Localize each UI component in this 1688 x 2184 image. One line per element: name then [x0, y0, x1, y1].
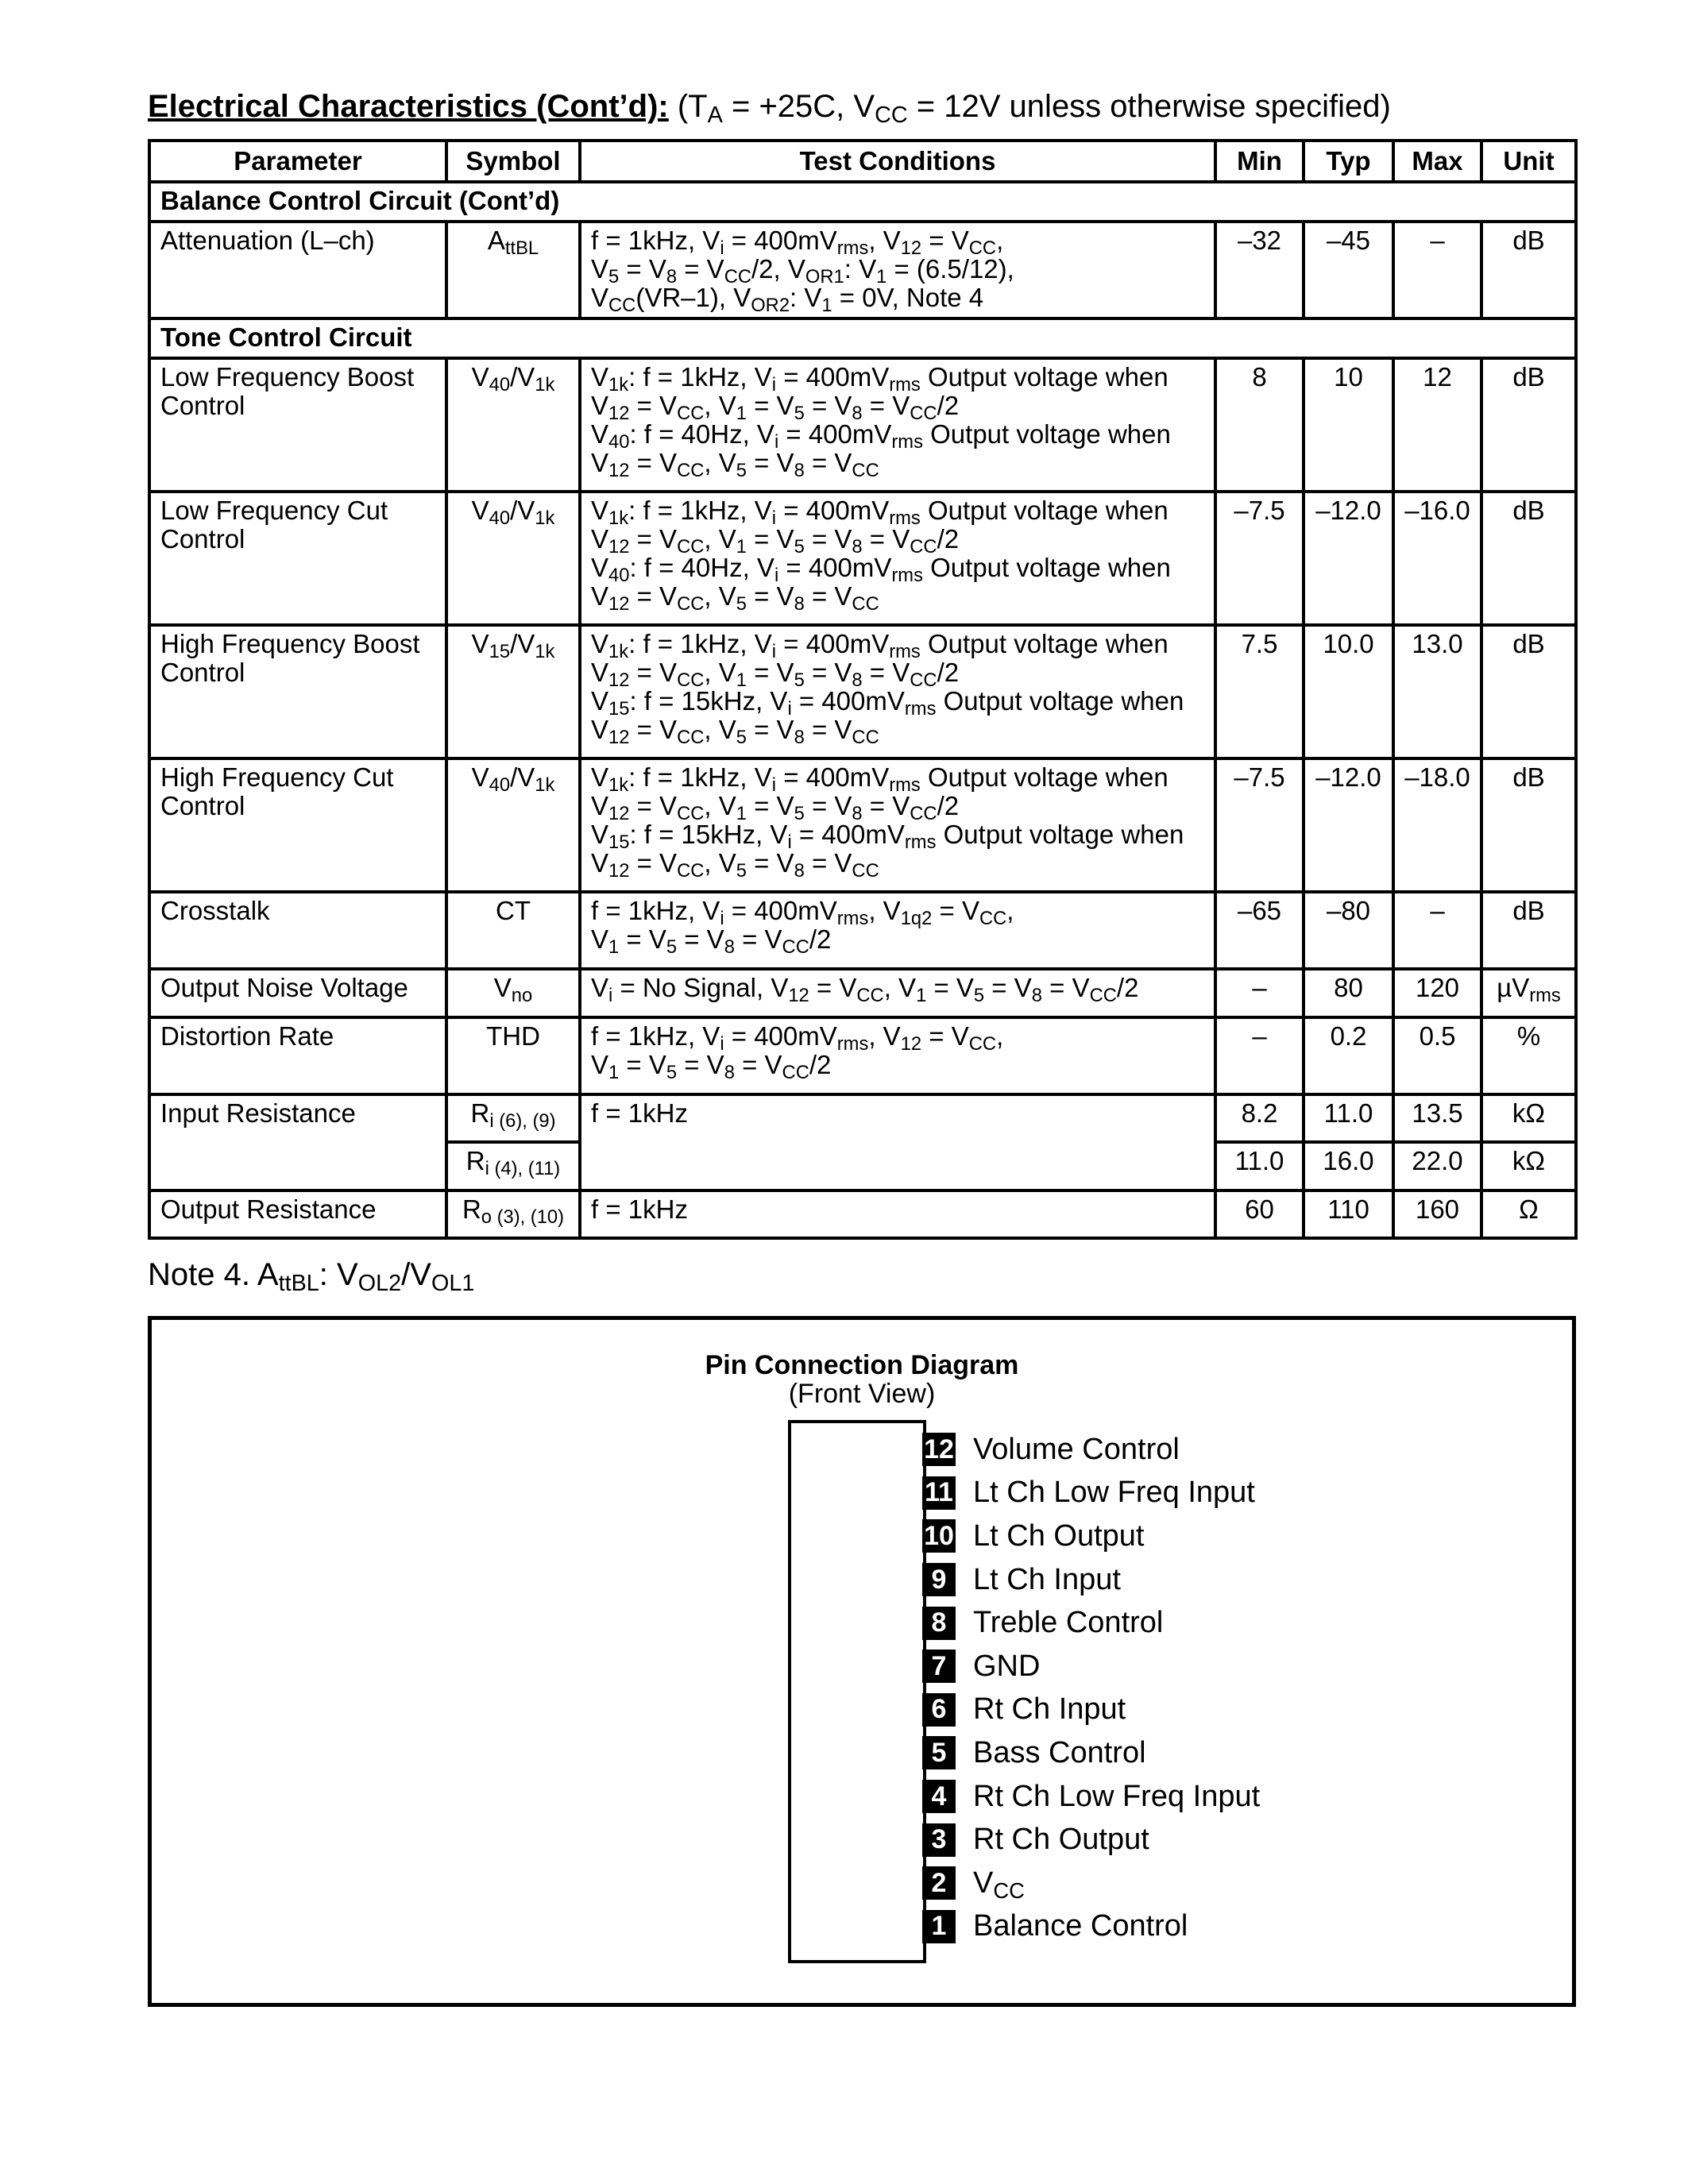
max-value: 13.5: [1393, 1094, 1481, 1142]
param-lf-cut: Low Frequency Cut Control: [149, 492, 446, 625]
typ-value: –80: [1304, 892, 1393, 969]
conditions-hf-boost: [580, 625, 1215, 758]
condition-line: $V_{12} = V_{CC}$, $V_1 = V_5 = V_8 = V_{CC}/2$: [591, 524, 960, 558]
param-crosstalk: Crosstalk: [149, 892, 446, 969]
condition-line: $V_{12} = V_{CC}$, $V_5 = V_8 = V_{CC}$: [591, 848, 879, 882]
unit-value: dB: [1481, 625, 1576, 758]
condition-line: $V_{12} = V_{CC}$, $V_1 = V_5 = V_8 = V_{CC}/2$: [591, 391, 960, 424]
pin-row: [922, 1731, 1399, 1775]
min-value: –7.5: [1215, 492, 1304, 625]
unit-value: %: [1481, 1017, 1576, 1094]
pin-number: 3: [922, 1823, 956, 1857]
param-distortion: Distortion Rate: [149, 1017, 446, 1094]
condition-line: f = 1kHz, $V_i = 400mV_{rms}$, $V_{12} = V_{CC}$,: [591, 1021, 1004, 1055]
unit-value: kΩ: [1481, 1142, 1576, 1190]
param-attenuation: Attenuation (L–ch): [149, 222, 446, 318]
condition-line: $V_1 = V_5 = V_8 = V_{CC}/2$: [591, 924, 832, 958]
pin-number: 6: [922, 1693, 956, 1727]
typ-value: –45: [1304, 222, 1393, 318]
header-max: Max: [1393, 141, 1481, 182]
conditions-distortion: [580, 1017, 1215, 1094]
max-value: –16.0: [1393, 492, 1481, 625]
pin-row: [922, 1558, 1399, 1602]
conditions-lf-cut: [580, 492, 1215, 625]
pin-label: Lt Ch Input: [973, 1562, 1121, 1596]
symbol-lf-cut: $V_{40}/V_{1k}$: [446, 492, 580, 625]
conditions-output-res: [580, 1190, 1215, 1238]
condition-line: $V_{1k}$: f = 1kHz, $V_i = 400mV_{rms}$ Output voltage when: [591, 362, 1168, 396]
header-min: Min: [1215, 141, 1304, 182]
symbol-output-res: $R_{o (3), (10)}$: [446, 1190, 580, 1238]
condition-line: f = 1kHz: [591, 1098, 688, 1128]
pin-row: [922, 1515, 1399, 1558]
condition-line: $V_{12} = V_{CC}$, $V_5 = V_8 = V_{CC}$: [591, 715, 879, 748]
max-value: 13.0: [1393, 625, 1481, 758]
heading-conditions: ($T_A = +25C$, $V_{CC} = 12V$ unless otherwise specified): [677, 89, 1391, 129]
ic-package-outline: [788, 1420, 926, 1963]
min-value: –7.5: [1215, 758, 1304, 892]
table-row: [149, 1017, 1576, 1094]
typ-value: 110: [1304, 1190, 1393, 1238]
condition-line: $V_{1k}$: f = 1kHz, $V_i = 400mV_{rms}$ Output voltage when: [591, 762, 1168, 796]
header-parameter: Parameter: [149, 141, 446, 182]
typ-value: 10.0: [1304, 625, 1393, 758]
unit-value: µV$_{rms}$: [1481, 969, 1576, 1017]
max-value: 12: [1393, 358, 1481, 492]
pin-label: $V_{CC}$: [973, 1866, 1025, 1903]
condition-line: $V_{1k}$: f = 1kHz, $V_i = 400mV_{rms}$ Output voltage when: [591, 496, 1168, 529]
param-output-res: Output Resistance: [149, 1190, 446, 1238]
header-symbol: Symbol: [446, 141, 580, 182]
pin-label: Rt Ch Input: [973, 1692, 1126, 1727]
page-heading: [148, 89, 1391, 129]
pin-row: [922, 1428, 1399, 1472]
pin-label: Balance Control: [973, 1909, 1188, 1943]
pin-row: [922, 1601, 1399, 1645]
table-header-row: [149, 141, 1576, 182]
pin-row: [922, 1688, 1399, 1732]
pin-label: GND: [973, 1649, 1041, 1683]
condition-line: $V_{12} = V_{CC}$, $V_5 = V_8 = V_{CC}$: [591, 581, 879, 615]
pin-label: Lt Ch Low Freq Input: [973, 1476, 1255, 1510]
condition-line: $V_{40}$: f = 40Hz, $V_i = 400mV_{rms}$ Output voltage when: [591, 419, 1171, 453]
pin-row: [922, 1645, 1399, 1688]
pin-row: [922, 1905, 1399, 1949]
max-value: –18.0: [1393, 758, 1481, 892]
min-value: 8: [1215, 358, 1304, 492]
pin-label: Rt Ch Low Freq Input: [973, 1779, 1261, 1813]
pin-number: 4: [922, 1780, 956, 1813]
section-tone-control: Tone Control Circuit: [149, 318, 1576, 358]
typ-value: 11.0: [1304, 1094, 1393, 1142]
conditions-noise: [580, 969, 1215, 1017]
typ-value: 16.0: [1304, 1142, 1393, 1190]
max-value: –: [1393, 892, 1481, 969]
unit-value: kΩ: [1481, 1094, 1576, 1142]
table-row: [149, 625, 1576, 758]
conditions-hf-cut: [580, 758, 1215, 892]
pin-number: 9: [922, 1563, 956, 1596]
max-value: 120: [1393, 969, 1481, 1017]
param-lf-boost: Low Frequency Boost Control: [149, 358, 446, 492]
typ-value: 80: [1304, 969, 1393, 1017]
pin-label: Rt Ch Output: [973, 1823, 1149, 1857]
min-value: –32: [1215, 222, 1304, 318]
typ-value: –12.0: [1304, 758, 1393, 892]
unit-value: dB: [1481, 358, 1576, 492]
min-value: –65: [1215, 892, 1304, 969]
conditions-crosstalk: [580, 892, 1215, 969]
symbol-crosstalk: CT: [446, 892, 580, 969]
unit-value: dB: [1481, 758, 1576, 892]
pin-number: 11: [922, 1476, 956, 1510]
table-row: [149, 758, 1576, 892]
pin-list: [922, 1428, 1399, 1948]
pin-label: Bass Control: [973, 1735, 1146, 1769]
symbol-input-resistance-b: $R_{i (4), (11)}$: [446, 1142, 580, 1190]
pin-number: 12: [922, 1433, 956, 1466]
section-row: [149, 318, 1576, 358]
condition-line: $V_{12} = V_{CC}$, $V_1 = V_5 = V_8 = V_{CC}/2$: [591, 791, 960, 824]
condition-line: $V_5 = V_8 = V_{CC}/2$, $V_{OR1}$: $V_1 = (6.5/12)$,: [591, 254, 1014, 287]
param-input-resistance: Input Resistance: [149, 1094, 446, 1190]
heading-title: Electrical Characteristics (Cont’d):: [148, 89, 669, 124]
condition-line: $V_i = No$ Signal, $V_{12} = V_{CC}$, $V_1 = V_5 = V_8 = V_{CC}/2$: [591, 973, 1139, 1006]
section-row: [149, 182, 1576, 222]
symbol-hf-cut: $V_{40}/V_{1k}$: [446, 758, 580, 892]
pin-connection-diagram: [148, 1316, 1576, 2007]
param-noise: Output Noise Voltage: [149, 969, 446, 1017]
table-row: [149, 892, 1576, 969]
max-value: 22.0: [1393, 1142, 1481, 1190]
condition-line: $V_{1k}$: f = 1kHz, $V_i = 400mV_{rms}$ Output voltage when: [591, 629, 1168, 662]
pin-label: Volume Control: [973, 1432, 1180, 1466]
min-value: –: [1215, 1017, 1304, 1094]
condition-line: f = 1kHz, $V_i = 400mV_{rms}$, $V_{1q2} = V_{CC}$,: [591, 896, 1014, 929]
conditions-lf-boost: [580, 358, 1215, 492]
symbol-noise: $V_{no}$: [446, 969, 580, 1017]
electrical-characteristics-table: [148, 139, 1578, 1240]
condition-line: f = 1kHz, $V_i = 400mV_{rms}$, $V_{12} = V_{CC}$,: [591, 226, 1004, 259]
pin-row: [922, 1818, 1399, 1862]
condition-line: $V_{12} = V_{CC}$, $V_5 = V_8 = V_{CC}$: [591, 448, 879, 481]
max-value: 160: [1393, 1190, 1481, 1238]
table-row: [149, 1094, 1576, 1142]
condition-line: $V_{15}$: f = 15kHz, $V_i = 400mV_{rms}$ Output voltage when: [591, 820, 1184, 853]
min-value: 60: [1215, 1190, 1304, 1238]
pin-row: [922, 1862, 1399, 1905]
pin-row: [922, 1775, 1399, 1819]
pin-number: 1: [922, 1910, 956, 1943]
table-row: [149, 222, 1576, 318]
pin-number: 8: [922, 1607, 956, 1640]
max-value: 0.5: [1393, 1017, 1481, 1094]
table-row: [149, 358, 1576, 492]
unit-value: Ω: [1481, 1190, 1576, 1238]
unit-value: dB: [1481, 892, 1576, 969]
pin-number: 5: [922, 1736, 956, 1769]
symbol-attenuation: $A_{ttBL}$: [446, 222, 580, 318]
min-value: 7.5: [1215, 625, 1304, 758]
conditions-attenuation: [580, 222, 1215, 318]
header-unit: Unit: [1481, 141, 1576, 182]
header-typ: Typ: [1304, 141, 1393, 182]
pin-label: Lt Ch Output: [973, 1518, 1145, 1553]
pin-number: 7: [922, 1650, 956, 1683]
unit-value: dB: [1481, 492, 1576, 625]
conditions-input-resistance: [580, 1094, 1215, 1190]
table-row: [149, 1190, 1576, 1238]
typ-value: –12.0: [1304, 492, 1393, 625]
footnote: Note 4. $A_{ttBL}$: $V_{OL2}/V_{OL1}$: [148, 1257, 475, 1297]
param-hf-boost: High Frequency Boost Control: [149, 625, 446, 758]
min-value: 8.2: [1215, 1094, 1304, 1142]
condition-line: $V_{12} = V_{CC}$, $V_1 = V_5 = V_8 = V_{CC}/2$: [591, 658, 960, 691]
pin-label: Treble Control: [973, 1606, 1164, 1640]
condition-line: $V_{CC}(VR-1)$, $V_{OR2}$: $V_1 = 0V$, Note 4: [591, 283, 984, 316]
typ-value: 10: [1304, 358, 1393, 492]
unit-value: dB: [1481, 222, 1576, 318]
max-value: –: [1393, 222, 1481, 318]
symbol-input-resistance-a: $R_{i (6), (9)}$: [446, 1094, 580, 1142]
symbol-lf-boost: $V_{40}/V_{1k}$: [446, 358, 580, 492]
min-value: 11.0: [1215, 1142, 1304, 1190]
condition-line: f = 1kHz: [591, 1194, 688, 1224]
table-row: [149, 492, 1576, 625]
symbol-hf-boost: $V_{15}/V_{1k}$: [446, 625, 580, 758]
pin-row: [922, 1472, 1399, 1515]
diagram-title: Pin Connection Diagram: [705, 1350, 1019, 1380]
min-value: –: [1215, 969, 1304, 1017]
pin-number: 2: [922, 1866, 956, 1900]
section-balance-control: Balance Control Circuit (Cont’d): [149, 182, 1576, 222]
pin-number: 10: [922, 1519, 956, 1553]
condition-line: $V_{40}$: f = 40Hz, $V_i = 400mV_{rms}$ Output voltage when: [591, 553, 1171, 586]
table-row: [149, 969, 1576, 1017]
param-hf-cut: High Frequency Cut Control: [149, 758, 446, 892]
condition-line: $V_1 = V_5 = V_8 = V_{CC}/2$: [591, 1050, 832, 1083]
header-conditions: Test Conditions: [580, 141, 1215, 182]
condition-line: $V_{15}$: f = 15kHz, $V_i = 400mV_{rms}$ Output voltage when: [591, 686, 1184, 720]
symbol-distortion: THD: [446, 1017, 580, 1094]
typ-value: 0.2: [1304, 1017, 1393, 1094]
diagram-subtitle: (Front View): [788, 1379, 936, 1409]
